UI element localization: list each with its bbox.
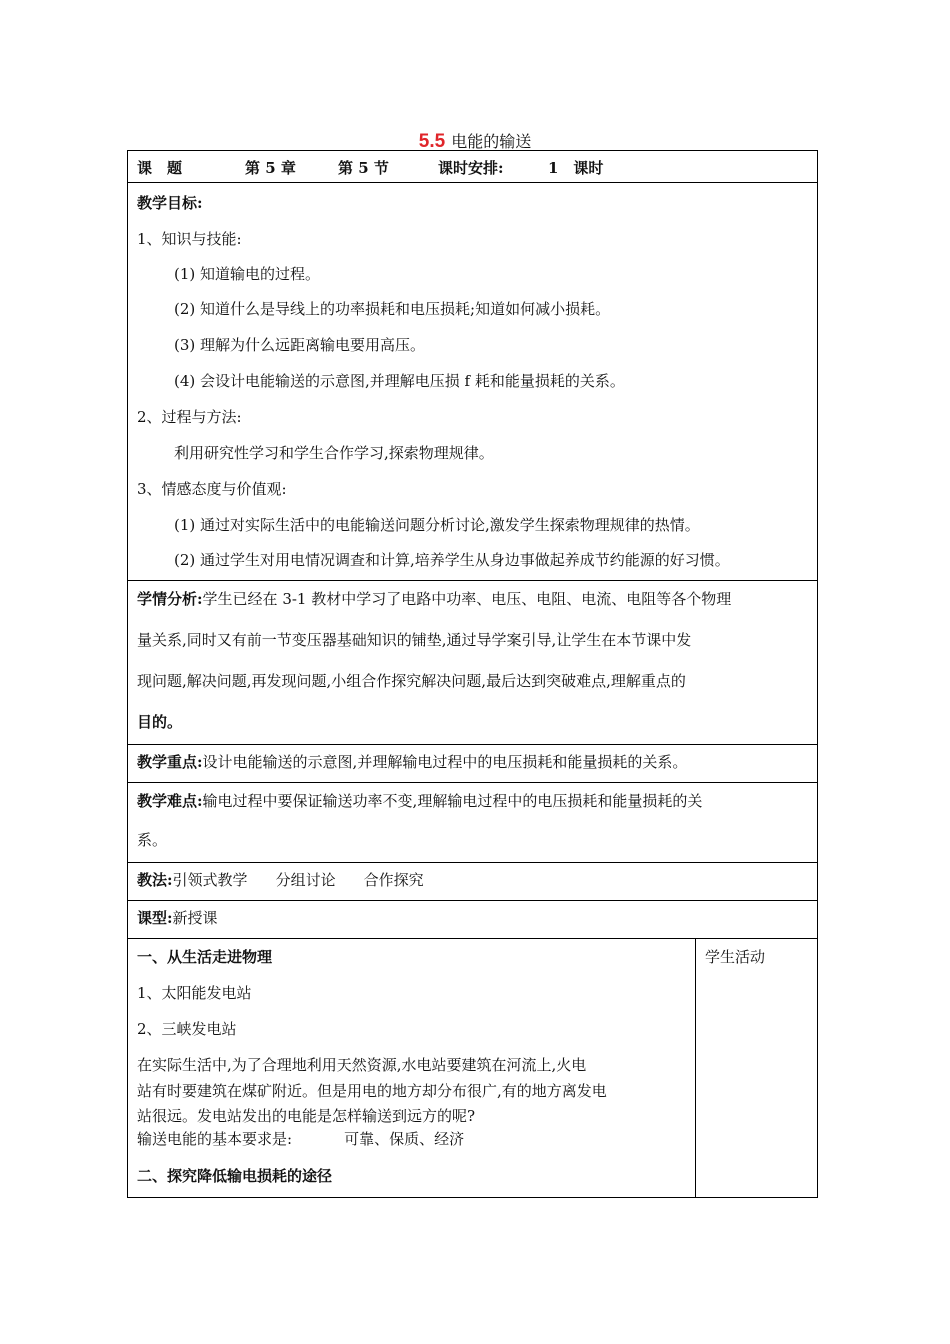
- method-item: 合作探究: [363, 871, 424, 889]
- analysis-label: 学情分析:: [137, 590, 203, 608]
- objective-item: (2) 知道什么是导线上的功率损耗和电压损耗;知道如何减小损耗。: [174, 300, 611, 318]
- analysis-line: [137, 590, 731, 608]
- lesson-body: [127, 938, 818, 1198]
- objective-item: (1) 知道输电的过程。: [174, 265, 321, 283]
- body-paragraph-line: 在实际生活中,为了合理地利用天然资源,水电站要建筑在河流上,火电: [137, 1056, 587, 1074]
- objective-item: (4) 会设计电能输送的示意图,并理解电压损 f 耗和能量损耗的关系。: [174, 372, 625, 390]
- analysis-line: 现问题,解决问题,再发现问题,小组合作探究解决问题,最后达到突破难点,理解重点的: [137, 672, 686, 690]
- analysis-line: 量关系,同时又有前一节变压器基础知识的铺垫,通过导学案引导,让学生在本节课中发: [137, 631, 692, 649]
- method-line: [137, 871, 424, 889]
- difficulty-section: [127, 782, 818, 862]
- section-title: 电能的输送: [451, 132, 532, 151]
- method-section: [127, 862, 818, 900]
- column-divider: [695, 938, 696, 1198]
- method-label: 教法:: [137, 871, 173, 889]
- difficulty-text: 输电过程中要保证输送功率不变,理解输电过程中的电压损耗和能量损耗的关: [202, 792, 703, 810]
- section-label: 第 5 节: [338, 159, 389, 177]
- objectives-heading: 教学目标:: [137, 194, 203, 212]
- body-paragraph-line: 站很远。发电站发出的电能是怎样输送到远方的呢?: [137, 1107, 476, 1125]
- method-item: 分组讨论: [275, 871, 336, 889]
- objectives-part2-title: 2、过程与方法:: [137, 408, 242, 426]
- student-activity-label: 学生活动: [705, 948, 766, 966]
- key-point-section: [127, 744, 818, 782]
- difficulty-label: 教学难点:: [137, 792, 203, 810]
- lesson-type-line: [137, 909, 218, 927]
- schedule-value: 1 课时: [548, 159, 604, 177]
- key-point-line: [137, 753, 687, 771]
- objectives-part2-text: 利用研究性学习和学生合作学习,探索物理规律。: [174, 444, 494, 462]
- objectives-section: [127, 182, 818, 580]
- key-point-text: 设计电能输送的示意图,并理解输电过程中的电压损耗和能量损耗的关系。: [202, 753, 688, 771]
- section1-title: 一、从生活走进物理: [137, 948, 273, 966]
- schedule-label: 课时安排:: [438, 159, 504, 177]
- course-label: 课 题: [137, 159, 183, 177]
- difficulty-line: [137, 792, 702, 810]
- difficulty-line-2: 系。: [137, 831, 168, 849]
- requirement-value: 可靠、保质、经济: [344, 1130, 465, 1148]
- header-row: [127, 150, 818, 182]
- body-paragraph-line: 站有时要建筑在煤矿附近。但是用电的地方却分布很广,有的地方离发电: [137, 1082, 607, 1100]
- body-item: 2、三峡发电站: [137, 1020, 237, 1038]
- section-number: 5.5: [418, 131, 446, 152]
- key-point-label: 教学重点:: [137, 753, 203, 771]
- objective-item: (1) 通过对实际生活中的电能输送问题分析讨论,激发学生探索物理规律的热情。: [174, 516, 700, 534]
- chapter-label: 第 5 章: [245, 159, 296, 177]
- lesson-type-label: 课型:: [137, 909, 173, 927]
- analysis-line: 目的。: [137, 713, 183, 731]
- objectives-part1-title: 1、知识与技能:: [137, 230, 242, 248]
- table-bottom-border: [127, 1197, 818, 1198]
- lesson-type-value: 新授课: [172, 909, 218, 927]
- analysis-text: 学生已经在 3-1 教材中学习了电路中功率、电压、电阻、电流、电阻等各个物理: [202, 590, 732, 608]
- lesson-type-section: [127, 900, 818, 938]
- requirement-line: [137, 1130, 464, 1148]
- objective-item: (2) 通过学生对用电情况调查和计算,培养学生从身边事做起养成节约能源的好习惯。: [174, 551, 730, 569]
- objective-item: (3) 理解为什么远距离输电要用高压。: [174, 336, 426, 354]
- body-item: 1、太阳能发电站: [137, 984, 252, 1002]
- requirement-label: 输送电能的基本要求是:: [137, 1130, 293, 1148]
- analysis-section: [127, 580, 818, 744]
- section2-title: 二、探究降低输电损耗的途径: [137, 1167, 333, 1185]
- method-item: 引领式教学: [172, 871, 248, 889]
- objectives-part3-title: 3、情感态度与价值观:: [137, 480, 287, 498]
